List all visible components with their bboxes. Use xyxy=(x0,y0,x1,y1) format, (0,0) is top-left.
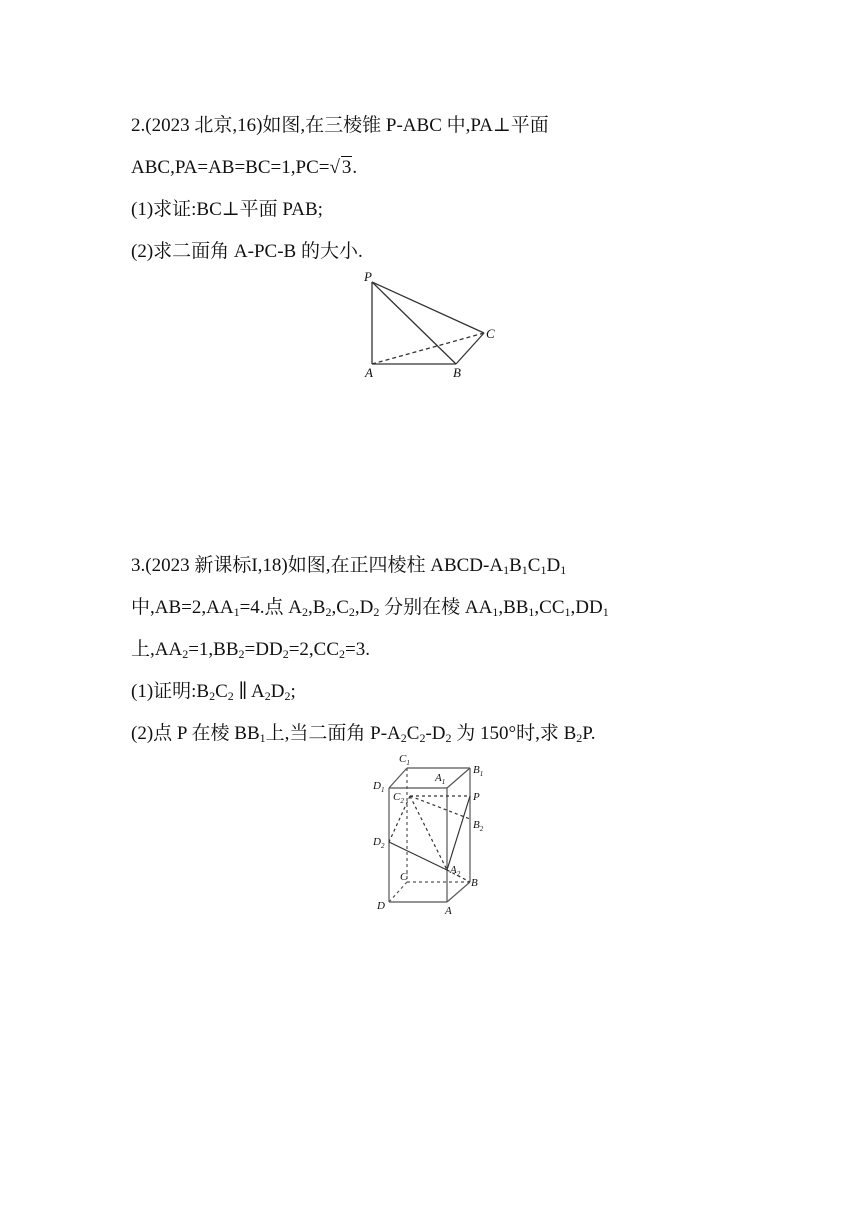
problem3-given-1: 中$,AB=2,AA_1=4$.点 $A_2,B_2,C_2,D_2$ 分别在棱 $AA_1,BB_1,CC_1,DD_1$ xyxy=(131,597,609,619)
edge-AC xyxy=(372,333,484,364)
label-P: P xyxy=(364,269,372,284)
given-text-3: 上,AA xyxy=(131,639,183,660)
sqrt-symbol: √ 3 xyxy=(329,157,352,178)
label-B: B xyxy=(453,365,461,380)
title-text: 3.(2023 新课标I,18)如图,在正四棱柱 ABCD-A xyxy=(131,555,504,576)
edge-PB xyxy=(372,282,456,364)
q2-text: (2)点 P 在棱 BB xyxy=(131,723,260,744)
q1-text: (1)证明:B xyxy=(131,681,210,702)
problem3-given-2: 上$,AA_2=1,BB_2=DD_2=2,CC_2=3$. xyxy=(131,639,370,661)
problem3-question-2: (2)点 P 在棱 $BB_1$上,当二面角 $P-A_2C_2-D_2$ 为 150°时,求 $B_2P$. xyxy=(131,723,596,745)
label-B: B xyxy=(471,877,478,889)
label-C1: $C_1$ xyxy=(399,753,410,767)
label-B2: $B_2$ xyxy=(473,819,484,833)
label-A2: $A_2$ xyxy=(450,864,461,878)
label-C: C xyxy=(486,326,495,341)
problem2-question-2: (2)求二面角 A-PC-B 的大小. xyxy=(131,241,363,262)
label-C: C xyxy=(400,871,408,883)
label-D: D xyxy=(377,900,385,912)
prism-figure xyxy=(368,745,498,920)
label-A: A xyxy=(445,905,452,917)
period: . xyxy=(352,157,358,178)
label-D2: $D_2$ xyxy=(373,836,385,850)
tetrahedron-figure xyxy=(355,268,505,380)
problem2-given xyxy=(131,156,357,180)
label-A1: $A_1$ xyxy=(435,772,446,786)
label-A: A xyxy=(365,365,373,380)
problem2-title: 2.(2023 北京,16)如图,在三棱锥 P-ABC 中,PA⊥平面 xyxy=(131,115,549,136)
label-P: P xyxy=(473,791,480,803)
label-B1: $B_1$ xyxy=(473,764,484,778)
problem2-question-1: (1)求证:BC⊥平面 PAB; xyxy=(131,199,323,220)
label-D1: $D_1$ xyxy=(373,780,385,794)
problem3-question-1: (1)证明$:B_2C_2$ ∥ $A_2D_2$; xyxy=(131,681,296,703)
edge-PC xyxy=(372,282,484,333)
given-text: 中,AB=2,AA xyxy=(131,597,234,618)
given-text: ABC,PA=AB=BC=1,PC= xyxy=(131,157,330,178)
given-text-2: =4.点 A xyxy=(239,597,302,618)
edge-BC xyxy=(456,333,484,364)
label-C2: $C_2$ xyxy=(393,791,404,805)
radicand: 3 xyxy=(341,157,352,178)
problem3-title: 3.(2023 新课标I,18)如图,在正四棱柱 ABCD-$A_1B_1C_1D_1$ xyxy=(131,555,567,577)
